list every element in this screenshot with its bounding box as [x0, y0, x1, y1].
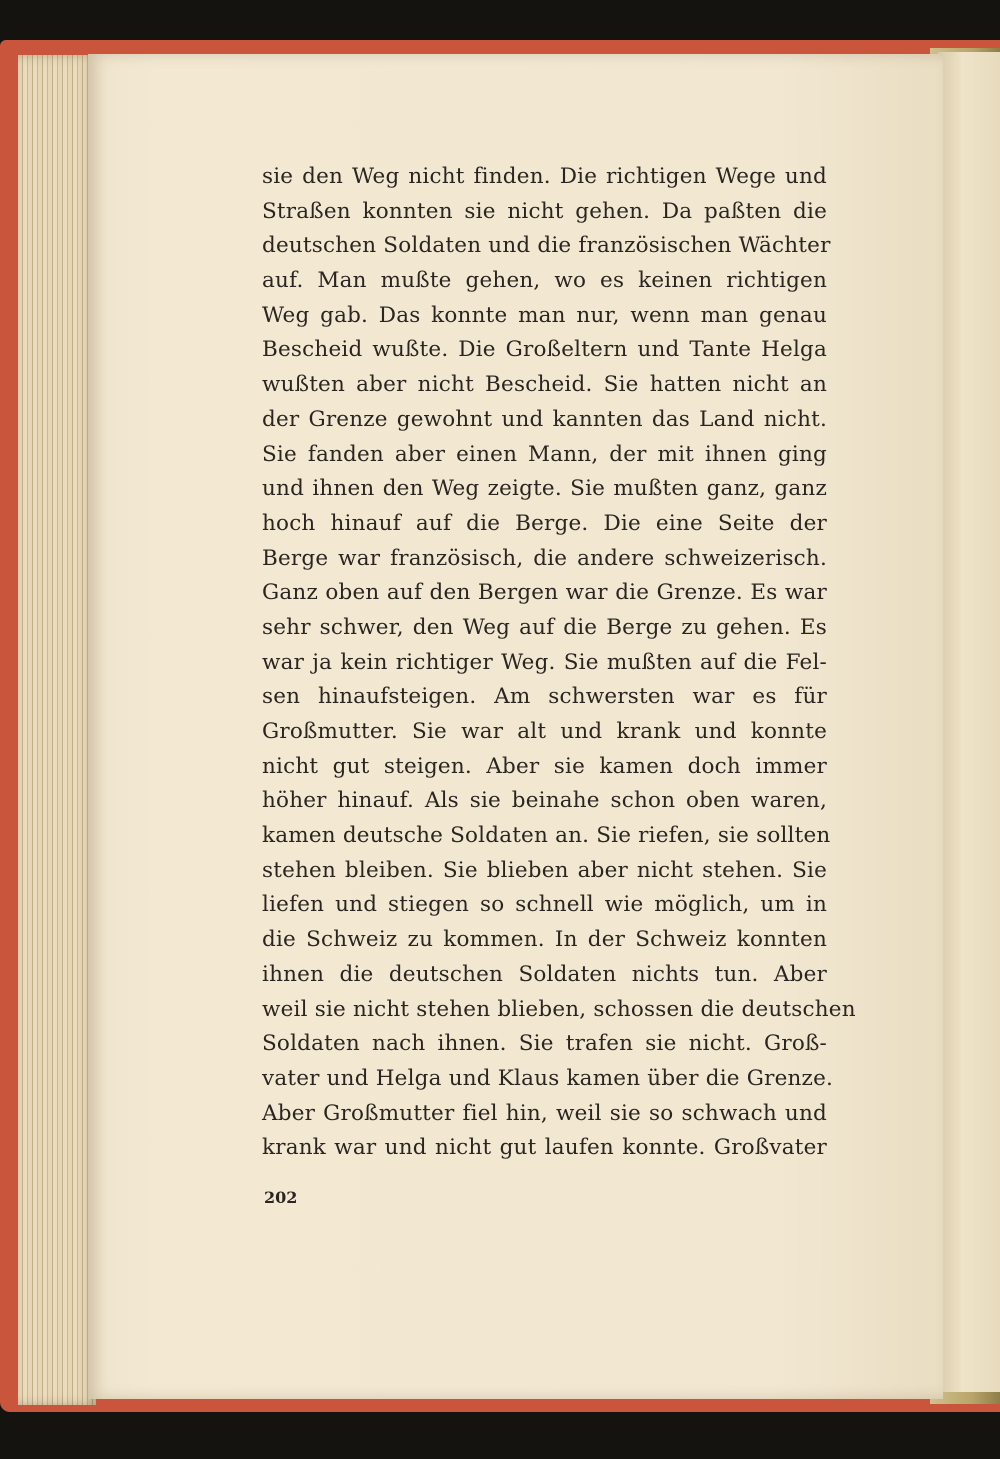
text-line: krank war und nicht gut laufen konnte. Großvater	[262, 1135, 827, 1161]
text-line: Ganz oben auf den Bergen war die Grenze. Es war	[262, 580, 827, 606]
text-line: liefen und stiegen so schnell wie möglich, um in	[262, 892, 827, 918]
page-number: 202	[264, 1188, 298, 1207]
page-edges	[18, 55, 96, 1405]
text-line: kamen deutsche Soldaten an. Sie riefen, sie sollten	[262, 823, 831, 849]
text-line: Weg gab. Das konnte man nur, wenn man genau	[262, 302, 827, 328]
text-line: die Schweiz zu kommen. In der Schweiz konnten	[262, 927, 827, 953]
text-line: Aber Großmutter fiel hin, weil sie so schwach und	[262, 1100, 827, 1126]
text-line: ihnen die deutschen Soldaten nichts tun. Aber	[262, 961, 827, 987]
text-line: und ihnen den Weg zeigte. Sie mußten ganz, ganz	[262, 476, 827, 502]
text-line: sen hinaufsteigen. Am schwersten war es für	[262, 684, 827, 710]
text-line: weil sie nicht stehen blieben, schossen die deutschen	[262, 996, 856, 1022]
text-line: der Grenze gewohnt und kannten das Land nicht.	[262, 406, 827, 432]
text-line: Sie fanden aber einen Mann, der mit ihnen ging	[262, 441, 827, 467]
next-page-edge	[938, 52, 1000, 1392]
text-line: stehen bleiben. Sie blieben aber nicht stehen. Sie	[262, 857, 827, 883]
text-line: auf. Man mußte gehen, wo es keinen richtigen	[262, 268, 827, 294]
text-line: Großmutter. Sie war alt und krank und konnte	[262, 719, 827, 744]
text-line: Bescheid wußte. Die Großeltern und Tante Helga	[262, 337, 827, 363]
text-line: sie den Weg nicht finden. Die richtigen Wege und	[262, 164, 827, 189]
text-line: nicht gut steigen. Aber sie kamen doch immer	[262, 753, 827, 779]
text-line: deutschen Soldaten und die französischen Wächter	[262, 233, 831, 259]
text-line: Straßen konnten sie nicht gehen. Da paßten die	[262, 198, 827, 224]
text-line: Berge war französisch, die andere schweizerisch.	[262, 545, 827, 571]
body-text	[262, 160, 856, 1166]
text-line: sehr schwer, den Weg auf die Berge zu gehen. Es	[262, 614, 827, 640]
text-line: war ja kein richtiger Weg. Sie mußten auf die Fel-	[262, 649, 827, 675]
text-line: Soldaten nach ihnen. Sie trafen sie nicht. Groß-	[262, 1031, 827, 1057]
text-line: hoch hinauf auf die Berge. Die eine Seite der	[262, 510, 827, 536]
text-line: höher hinauf. Als sie beinahe schon oben waren,	[262, 788, 827, 814]
text-line: vater und Helga und Klaus kamen über die Grenze.	[262, 1065, 834, 1091]
text-line: wußten aber nicht Bescheid. Sie hatten nicht an	[262, 372, 827, 398]
